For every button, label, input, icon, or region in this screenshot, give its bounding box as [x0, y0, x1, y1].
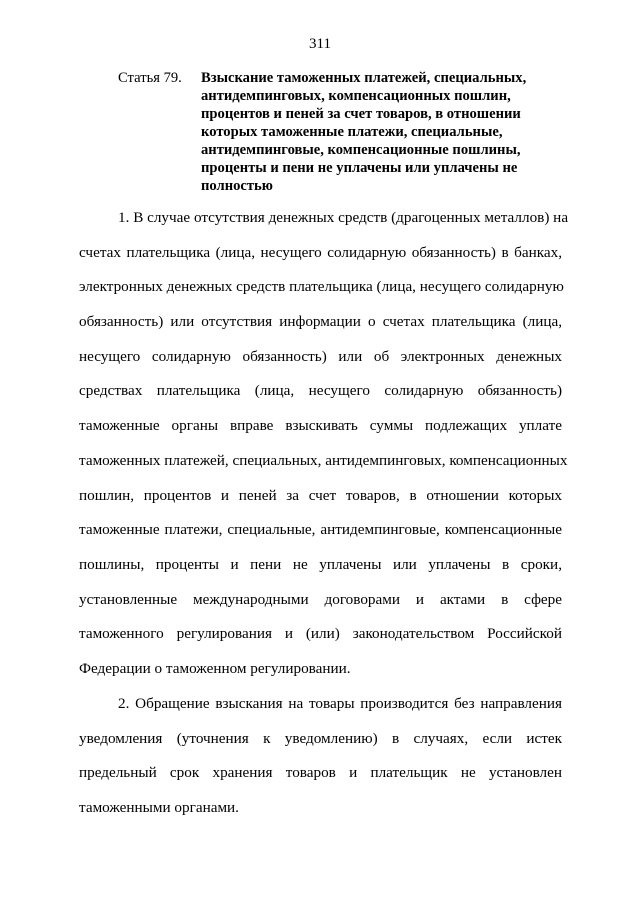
text-line: пошлины, проценты и пени не уплачены или уплачены в сроки, — [79, 555, 562, 573]
text-line: 1. В случае отсутствия денежных средств (драгоценных металлов) на — [118, 209, 569, 226]
article-title-line: процентов и пеней за счет товаров, в отношении — [201, 106, 521, 122]
text-line: таможенного регулирования и (или) законодательством Российской — [79, 625, 562, 643]
text-line: таможенных платежей, специальных, антидемпинговых, компенсационных — [79, 451, 568, 469]
page-number: 311 — [309, 36, 331, 52]
article-title-line: антидемпинговых, компенсационных пошлин, — [201, 88, 511, 104]
text-line: обязанность) или отсутствия информации о счетах плательщика (лица, — [79, 313, 562, 331]
article-title — [201, 69, 571, 195]
article-title-line: Взыскание таможенных платежей, специальных, — [201, 70, 527, 86]
text-line: уведомления (уточнения к уведомлению) в случаях, если истек — [79, 729, 562, 747]
article-title-line: которых таможенные платежи, специальные, — [201, 124, 503, 140]
article-title-line: антидемпинговые, компенсационные пошлины, — [201, 142, 521, 158]
text-line: таможенными органами. — [79, 799, 239, 817]
text-line: электронных денежных средств плательщика (лица, несущего солидарную — [79, 278, 564, 296]
text-line: 2. Обращение взыскания на товары производится без направления — [118, 695, 562, 712]
article-title-line: проценты и пени не уплачены или уплачены не — [201, 160, 518, 176]
article-number: Статья 79. — [118, 70, 182, 86]
text-line: несущего солидарную обязанность) или об электронных денежных — [79, 347, 562, 365]
text-line: установленные международными договорами и актами в сфере — [79, 590, 562, 608]
paragraph-1 — [79, 201, 569, 687]
paragraph-2 — [79, 687, 562, 826]
article-title-line: полностью — [201, 178, 273, 194]
text-line: пошлин, процентов и пеней за счет товаров, в отношении которых — [79, 486, 562, 504]
text-line: таможенные органы вправе взыскивать суммы подлежащих уплате — [79, 417, 562, 435]
text-line: предельный срок хранения товаров и плательщик не установлен — [79, 764, 562, 782]
text-line: таможенные платежи, специальные, антидемпинговые, компенсационные — [79, 521, 562, 539]
text-line: Федерации о таможенном регулировании. — [79, 659, 351, 677]
text-line: счетах плательщика (лица, несущего солидарную обязанность) в банках, — [79, 243, 562, 261]
text-line: средствах плательщика (лица, несущего солидарную обязанность) — [79, 382, 562, 400]
